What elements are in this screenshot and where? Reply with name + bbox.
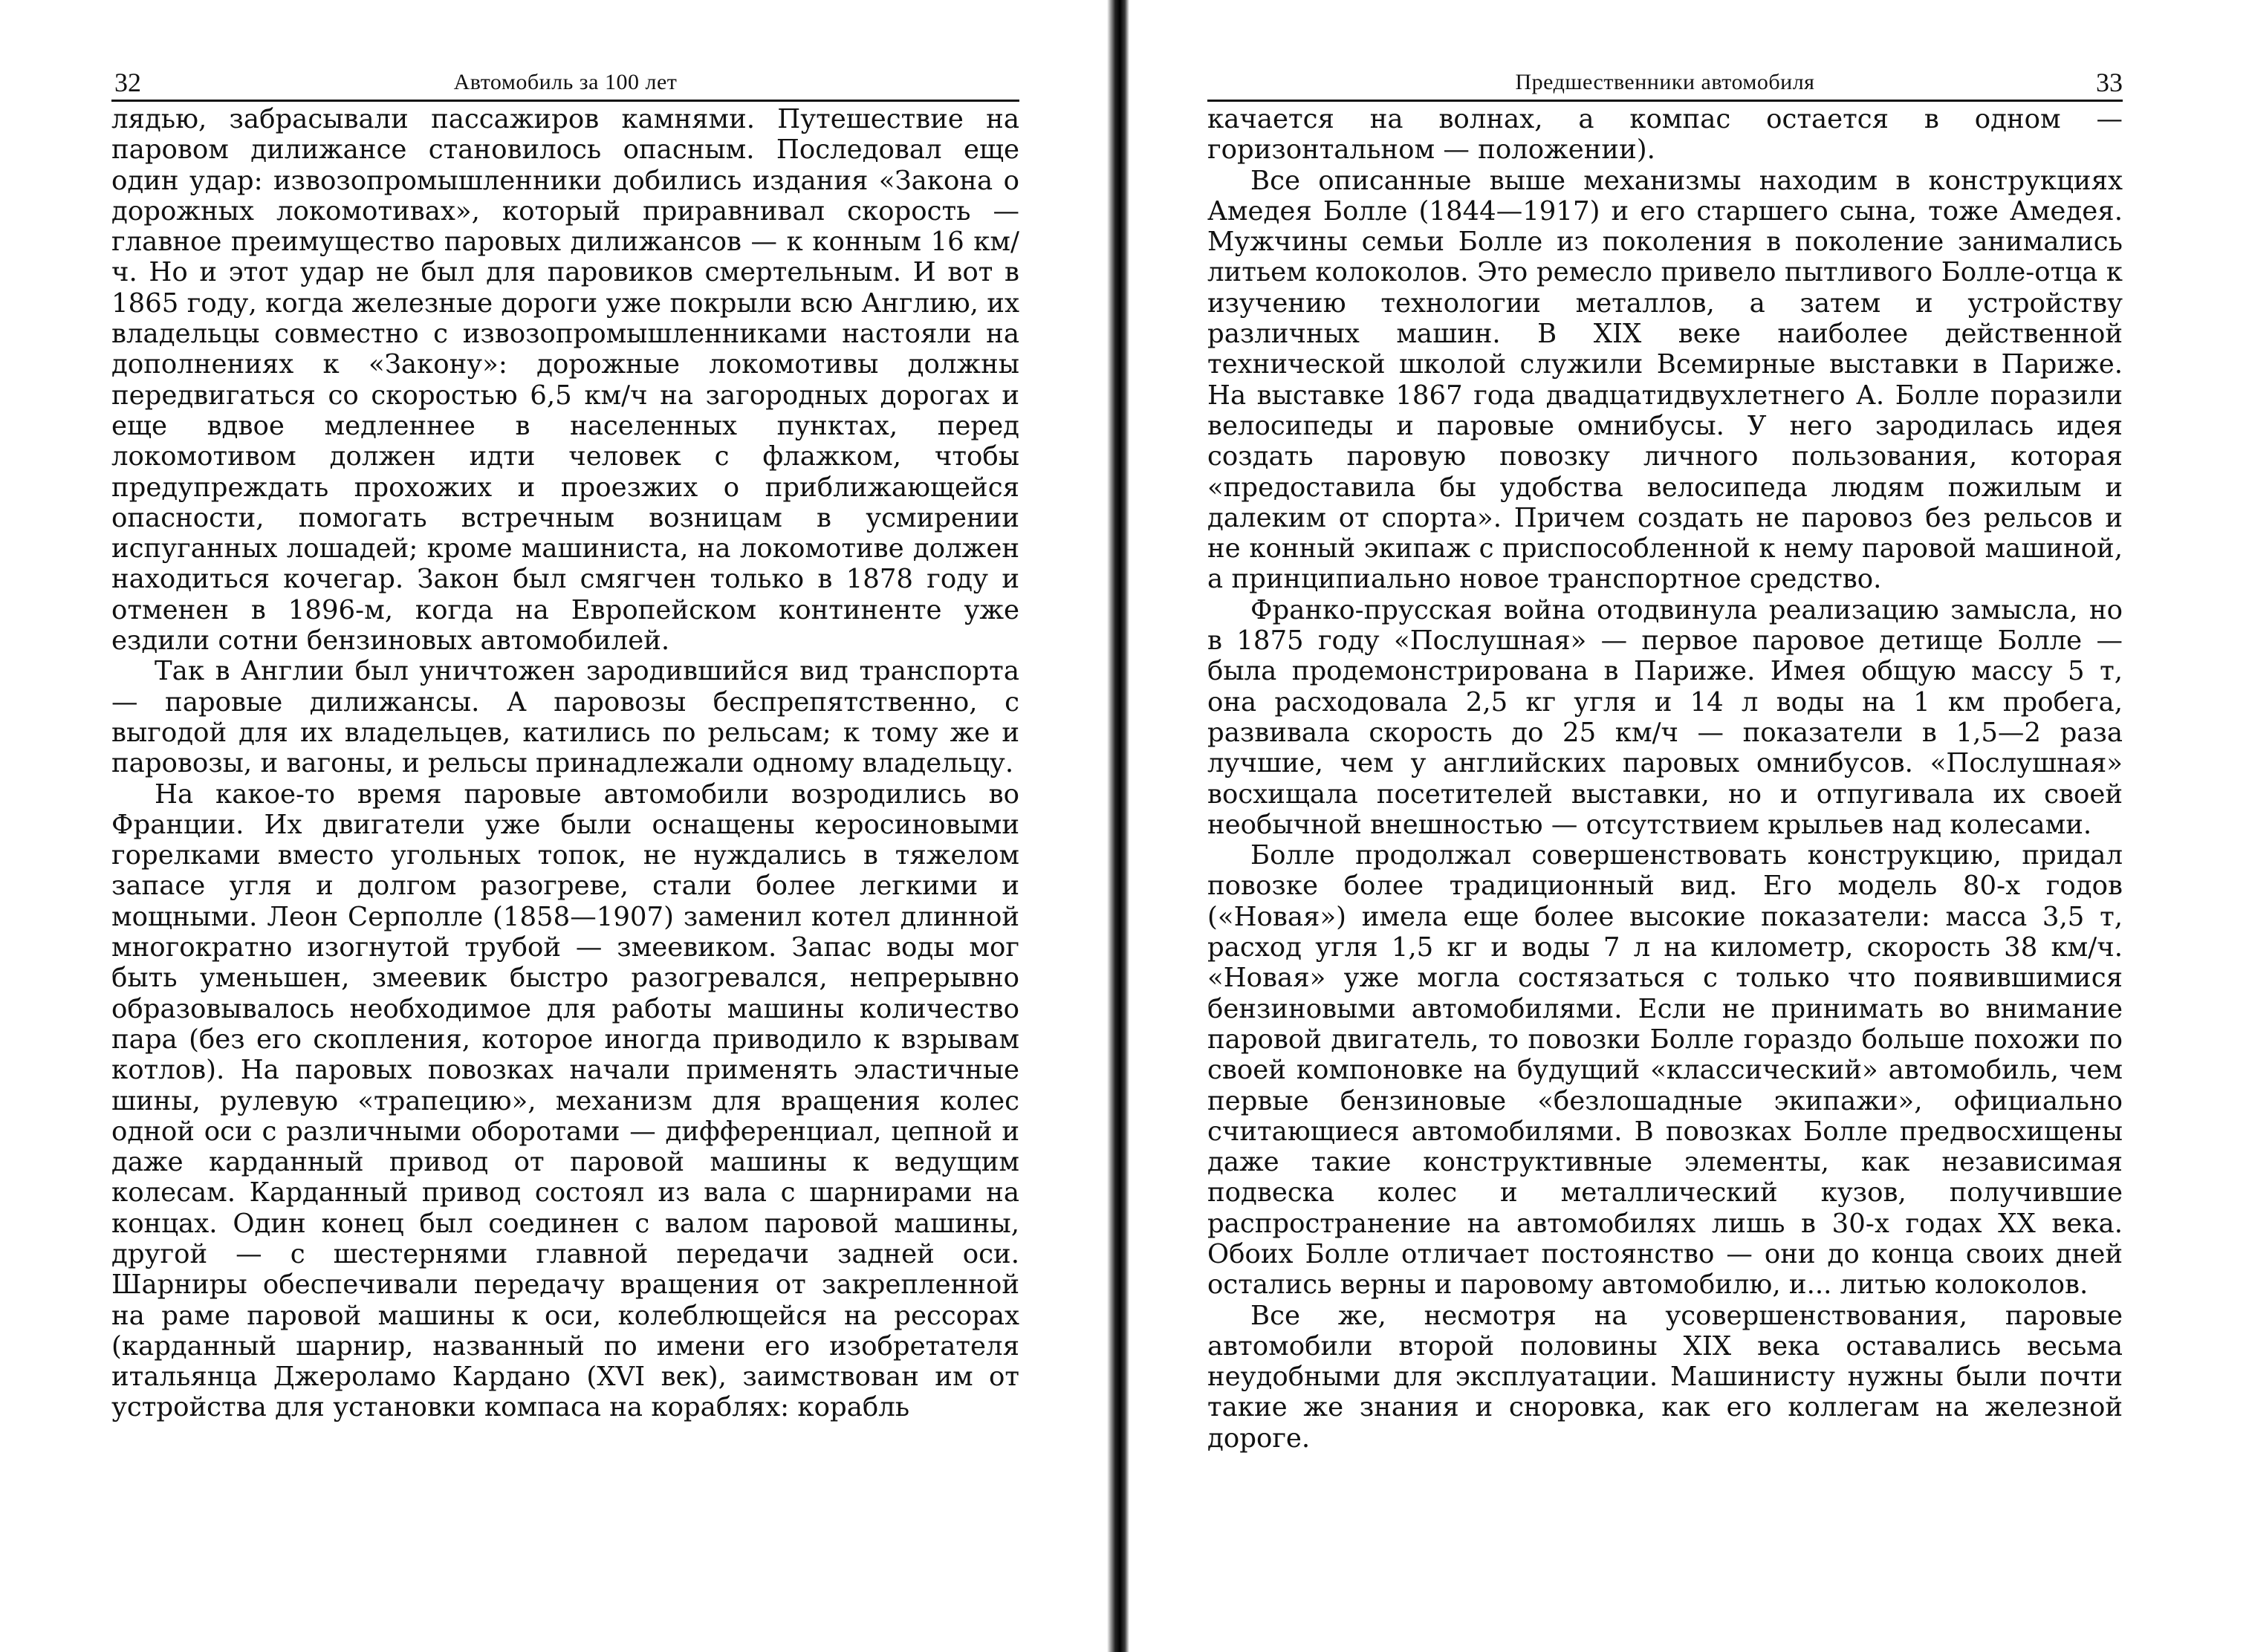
left-page — [0, 0, 1092, 1652]
right-header-rule — [1207, 100, 2123, 102]
left-text-block — [111, 104, 1019, 1423]
left-header-rule — [111, 100, 1019, 102]
right-page — [1129, 0, 2249, 1652]
right-running-head-title: Предшественники автомобиля — [1515, 70, 1815, 94]
right-page-number: 33 — [2096, 68, 2123, 97]
right-paragraph-1: качается на волнах, а компас остается в одном — горизонтальном — положении). — [1207, 104, 2123, 166]
right-paragraph-4: Болле продолжал совершенствовать конструкцию, придал повозке более традиционный вид. Его модель 80-х годов («Новая») имела еще более высокие показатели: масса 3,5 т, расход угля 1,5 кг и воды 7 л на километр, скорость 38 км/ч. «Новая» уже могла состязаться с только что появившимися бензиновыми автомобилями. Если не принимать во внимание паровой двигатель, то повозки Болле гораздо больше похожи по своей компоновке на будущий «классический» автомобиль, чем первые бензиновые «безлошадные экипажи», официально считающиеся автомобилями. В повозках Болле предвосхищены даже такие конструктивные элементы, как независимая подвеска колес и металлический кузов, получившие распространение на автомобилях лишь в 30-х годах XX века. Обоих Болле отличает постоянство — они до конца своих дней остались верны и паровому автомобилю, и... литью колоколов. — [1207, 840, 2123, 1301]
book-spine-shadow — [1092, 0, 1129, 1652]
right-running-head — [1207, 64, 2123, 101]
left-paragraph-3: На какое-то время паровые автомобили возродились во Франции. Их двигатели уже были оснащены керосиновыми горелками вместо угольных топок, не нуждались в тяжелом запасе угля и долгом разогреве, стали более легкими и мощными. Леон Серполле (1858—1907) заменил котел длинной многократно изогнутой трубой — змеевиком. Запас воды мог быть уменьшен, змеевик быстро разогревался, непрерывно образовывалось необходимое для работы машины количество пара (без его скопления, которое иногда приводило к взрывам котлов). На паровых повозках начали применять эластичные шины, рулевую «трапецию», механизм для вращения колес одной оси с различными оборотами — дифференциал, цепной и даже карданный привод от паровой машины к ведущим колесам. Карданный привод состоял из вала с шарнирами на концах. Один конец был соединен с валом паровой машины, другой — с шестернями главной передачи задней оси. Шарниры обеспечивали передачу вращения от закрепленной на раме паровой машины к оси, колеблющейся на рессорах (карданный шарнир, названный по имени его изобретателя итальянца Джероламо Кардано (XVI век), заимствован им от устройства для установки компаса на кораблях: корабль — [111, 778, 1019, 1423]
left-paragraph-2: Так в Англии был уничтожен зародившийся вид транспорта — паровые дилижансы. А паровозы беспрепятственно, с выгодой для их владельцев, катились по рельсам; к тому же и паровозы, и вагоны, и рельсы принадлежали одному владельцу. — [111, 656, 1019, 779]
right-text-block — [1207, 104, 2123, 1454]
right-paragraph-5: Все же, несмотря на усовершенствования, паровые автомобили второй половины XIX века оставались весьма неудобными для эксплуатации. Машинисту нужны были почти такие же знания и сноровка, как его коллегам на железной дороге. — [1207, 1300, 2123, 1454]
left-running-head-title: Автомобиль за 100 лет — [453, 70, 678, 94]
left-paragraph-1: лядью, забрасывали пассажиров камнями. Путешествие на паровом дилижансе становилось опасным. Последовал еще один удар: извозопромышленники добились издания «Закона о дорожных локомотивах», который приравнивал скорость — главное преимущество паровых дилижансов — к конным 16 км/ч. Но и этот удар не был для паровиков смертельным. И вот в 1865 году, когда железные дороги уже покрыли всю Англию, их владельцы совместно с извозопромышленниками настояли на дополнениях к «Закону»: дорожные локомотивы должны передвигаться со скоростью 6,5 км/ч на загородных дорогах и еще вдвое медленнее в населенных пунктах, перед локомотивом должен идти человек с флажком, чтобы предупреждать прохожих и проезжих о приближающейся опасности, помогать встречным возницам в усмирении испуганных лошадей; кроме машиниста, на локомотиве должен находиться кочегар. Закон был смягчен только в 1878 году и отменен в 1896-м, когда на Европейском континенте уже ездили сотни бензиновых автомобилей. — [111, 104, 1019, 657]
left-page-number: 32 — [114, 68, 141, 97]
right-paragraph-2: Все описанные выше механизмы находим в конструкциях Амедея Болле (1844—1917) и его старшего сына, тоже Амедея. Мужчины семьи Болле из поколения в поколение занимались литьем колоколов. Это ремесло привело пытливого Болле-отца к изучению технологии металлов, а затем и устройству различных машин. В XIX веке наиболее действенной технической школой служили Всемирные выставки в Париже. На выставке 1867 года двадцатидвухлетнего А. Болле поразили велосипеды и паровые омнибусы. У него зародилась идея создать паровую повозку личного пользования, которая «предоставила бы удобства велосипеда людям пожилым и далеким от спорта». Причем создать не паровоз без рельсов и не конный экипаж с приспособленной к нему паровой машиной, а принципиально новое транспортное средство. — [1207, 165, 2123, 595]
right-paragraph-3: Франко-прусская война отодвинула реализацию замысла, но в 1875 году «Послушная» — первое паровое детище Болле — была продемонстрирована в Париже. Имея общую массу 5 т, она расходовала 2,5 кг угля и 14 л воды на 1 км пробега, развивала скорость до 25 км/ч — показатели в 1,5—2 раза лучшие, чем у английских паровых омнибусов. «Послушная» восхищала посетителей выставки, но и отпугивала их своей необычной внешностью — отсутствием крыльев над колесами. — [1207, 594, 2123, 840]
left-running-head — [111, 64, 1019, 101]
